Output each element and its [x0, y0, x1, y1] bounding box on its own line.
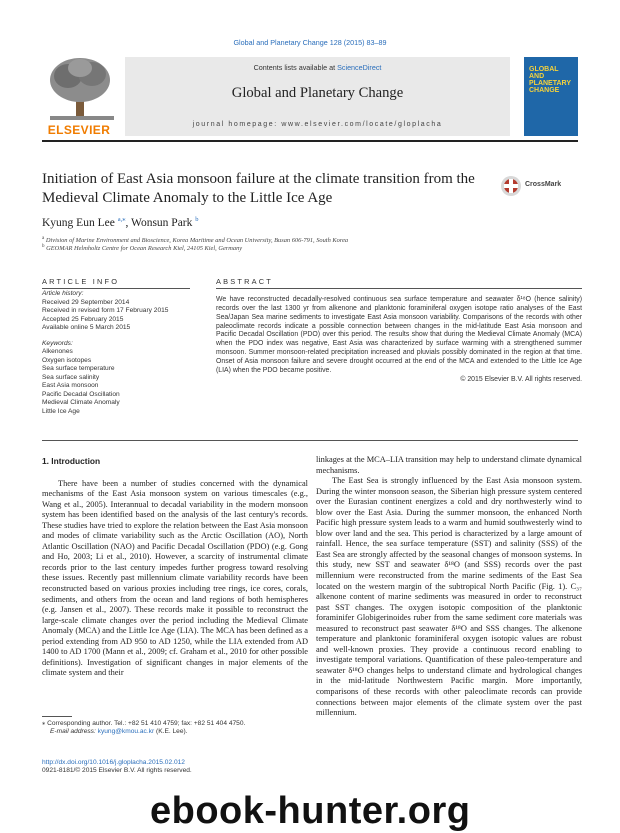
keywords-label: Keywords:	[42, 339, 73, 347]
info-rule	[42, 288, 190, 289]
corresponding-footnote	[42, 720, 308, 737]
article-info	[42, 290, 182, 416]
affiliation-text: GEOMAR Helmholtz Centre for Ocean Research Kiel, 24105 Kiel, Germany	[46, 245, 243, 253]
section-heading: 1. Introduction	[42, 456, 101, 466]
abstract-rule	[216, 288, 582, 289]
elsevier-wordmark: ELSEVIER	[47, 123, 111, 137]
article-info-heading: ARTICLE INFO	[42, 277, 120, 286]
corresponding-text: ⁎ Corresponding author. Tel.: +82 51 410 4759; fax: +82 51 404 4750.	[42, 720, 246, 727]
crossmark-label: CrossMark	[525, 181, 562, 188]
history-item: Received 29 September 2014	[42, 298, 130, 306]
journal-homepage[interactable]: journal homepage: www.elsevier.com/locate/gloplacha	[192, 121, 443, 128]
abstract-heading: ABSTRACT	[216, 277, 274, 286]
copyright-line: © 2015 Elsevier B.V. All rights reserved.	[460, 375, 582, 383]
header-rule	[42, 140, 578, 142]
journal-cover-thumbnail[interactable]	[524, 57, 578, 136]
intro-paragraph: There have been a number of studies concerned with the dynamical mechanisms of the East Asia monsoon system on various timescales (e.g., Wang et al., 2005). Interannual to decadal variability in the modern monsoon system has been identified based on the analysis of the last century's records. These studies have tried to explore the relation between the East Asia monsoon and modes of climate variability such as the Arctic Oscillation (AO), North Atlantic Oscillation (NAO) and Pacific Decadal Oscillation (PDO) (e.g. Gong and Ho, 2003; Li et al., 2010). However, a scarcity of instrumental climate records prior to the last century impedes further progress toward resolving these issues. Recently past millennium climate variability records have been reconstructed based on various proxies including tree rings, ice cores, corals, sediments, and others from the ocean and land regions of both hemispheres (e.g. Jansen et al., 2007). These records make it possible to reconstruct the large-scale climate changes over the period including the Medieval Climate Anomaly (MCA) and the Little Ice Age (LIA). The MCA has been defined as a period extending from AD 950 to AD 1250, while the LIA extended from AD 1400 to AD 1700 (Mann et al., 2009; cf. Graham et al., 2010 for other possible definitions). Investigation of significant changes in major elements of the climate system and their	[42, 478, 308, 678]
history-label: Article history:	[42, 290, 84, 297]
keyword: Oxygen isotopes	[42, 356, 92, 364]
affiliation-marker: a	[42, 236, 45, 241]
journal-banner	[125, 57, 510, 136]
body-right-column	[316, 455, 582, 719]
abstract-text: We have reconstructed decadally-resolved continuous sea surface temperature and seawater δ¹⁸O (hence salinity) records over the last 1300 yr from alkenone and planktonic foraminiferal oxygen isotope ratio analyses of the East Sea/Japan Sea marine sediments to investigate East Asia monsoon variability. Comparisons of the records with other paleoclimate records indicate a possible connection between changes in the mid-latitude East Asia monsoon and Pacific Decadal Oscillation (PDO) over this period. The results show that during the Medieval Climate Anomaly (MCA) when the PDO index was negative, East Asia was characterized by surface warming with a strengthened summer monsoon. Summer monsoon-related precipitation increased and pluvials possibly dominated in the region at that time. Onset of Asia monsoon failure and severe drought occurred at the end of the MCA and extended to the Little Ice Age (LIA) when the PDO became positive.	[216, 296, 582, 374]
contents-prefix: Contents lists available at	[253, 63, 338, 72]
journal-name[interactable]: Global and Planetary Change	[231, 85, 404, 101]
affiliation-a	[42, 236, 348, 244]
journal-citation[interactable]: Global and Planetary Change 128 (2015) 83–89	[233, 38, 387, 47]
keyword: Sea surface salinity	[42, 373, 100, 381]
author-marker[interactable]: b	[195, 216, 199, 223]
cover-title: GLOBAL AND PLANETARY CHANGE	[529, 66, 571, 94]
keyword: Pacific Decadal Oscillation	[42, 390, 120, 398]
history-item: Received in revised form 17 February 2015	[42, 307, 169, 314]
article-title: Initiation of East Asia monsoon failure at the climate transition from the Medieval Climate Anomaly to the Little Ice Age	[42, 171, 475, 206]
author-marker[interactable]: a,⁎	[117, 216, 126, 223]
email-link[interactable]: kyung@kmou.ac.kr	[97, 728, 155, 736]
author-name[interactable]: Kyung Eun Lee	[42, 216, 115, 229]
keyword: East Asia monsoon	[42, 382, 99, 389]
sciencedirect-link[interactable]: ScienceDirect	[337, 63, 382, 72]
keyword: Little Ice Age	[42, 407, 80, 415]
body-left-column	[42, 456, 308, 679]
body-paragraph: The East Sea is strongly influenced by the East Asia monsoon system. During the winter monsoon season, the Siberian high pressure system centered over the Eurasian continent energizes a cold and dry northwesterly wind to blow over the East Asia. During the summer monsoon, the enhanced North Pacific high pressure system leads to a warm and humid southwesterly wind to blow over land and the sea. This period is characterized by a large amount of rainfall. Hence, the sea surface temperature (SST) and salinity (SSS) of the East Sea are strongly affected by the seasonal changes of monsoon systems. In this study, new SST and seawater δ¹⁸O (and SSS) records over the past millennium were reconstructed from the marine sediments of the East Sea located on the western margin of the subtropical North Pacific (Fig. 1). C₃₇ alkenone content of marine sediments was measured in order to reconstruct past SST changes. The oxygen isotopic composition of the planktonic foraminifer Globigerinoides ruber from the same sediment core materials was measured to reconstruct past seawater δ¹⁸O and SSS changes. The alkenone temperature and planktonic foraminiferal oxygen isotopic values are robust and well-known proxies. They provide a continuous record enabling to investigate temporal variations. Quantification of these paleo-temperature and seawater δ¹⁸O changes helps to understand climate and hydrological changes in the mid-latitude Northwestern Pacific margin. More importantly, comparisons of these records with other paleoclimate records can provide connections between major elements of the climate system over the past millennium.	[316, 476, 582, 718]
email-label: E-mail address:	[50, 728, 98, 736]
footnote-rule	[42, 716, 72, 717]
history-item: Available online 5 March 2015	[42, 324, 131, 331]
page-footer	[42, 759, 192, 776]
keyword: Sea surface temperature	[42, 365, 115, 372]
doi-link[interactable]: http://dx.doi.org/10.1016/j.gloplacha.2015.02.012	[42, 759, 185, 766]
abstract-bottom-rule	[42, 440, 578, 441]
author-name[interactable]: Wonsun Park	[131, 216, 193, 229]
abstract-body	[216, 296, 582, 384]
affiliation-b	[42, 244, 242, 252]
affiliation-marker: b	[42, 244, 45, 249]
author-list: Kyung Eun Lee $^{a,⁎}$, Wonsun Park $^b$	[42, 216, 199, 229]
crossmark-icon	[500, 175, 522, 197]
history-item: Accepted 25 February 2015	[42, 315, 124, 323]
site-watermark: ebook-hunter.org	[150, 790, 471, 832]
contents-line	[125, 63, 510, 72]
email-suffix: (K.E. Lee).	[154, 728, 188, 736]
continued-text: linkages at the MCA–LIA transition may help to understand climate dynamical mechanisms.	[316, 455, 582, 475]
issn-line: 0921-8181/© 2015 Elsevier B.V. All rights reserved.	[42, 767, 192, 775]
crossmark-badge[interactable]	[500, 173, 582, 199]
affiliation-text: Division of Marine Environment and Bioscience, Korea Maritime and Ocean University, Busan 606-791, South Korea	[45, 237, 349, 245]
keyword: Alkenones	[42, 348, 73, 355]
keyword: Medieval Climate Anomaly	[42, 399, 120, 406]
